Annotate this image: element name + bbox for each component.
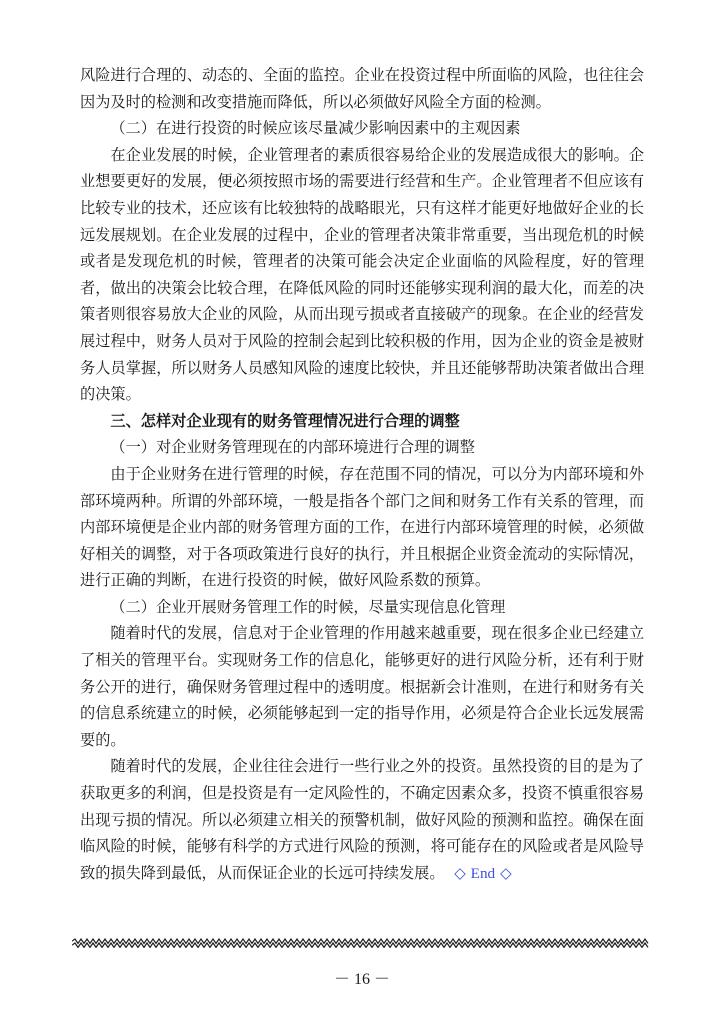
subsection-heading: （二）在进行投资的时候应该尽量减少影响因素中的主观因素 bbox=[110, 119, 521, 138]
wavy-divider bbox=[72, 938, 650, 948]
paragraph: 风险进行合理的、动态的、全面的监控。企业在投资过程中所面临的风险，也往往会因为及时的检测和改变措施而降低，所以必须做好风险全方面的检测。 bbox=[80, 66, 644, 111]
paragraph-final-text: 随着时代的发展，企业往往会进行一些行业之外的投资。虽然投资的目的是为了获取更多的利润，但是投资是有一定风险性的，不确定因素众多，投资不慎重很容易出现亏损的情况。所以必须建立相关的预警机制，做好风险的预测和监控。确保在面临风险的时候，能够有科学的方式进行风险的预测，将可能存在的风险或者是风险导致的损失降到最低，从而保证企业的长远可持续发展。 bbox=[80, 757, 644, 882]
page-number: － 16 － bbox=[333, 971, 390, 988]
diamond-left-icon: ◇ bbox=[454, 863, 466, 882]
article-body bbox=[80, 62, 644, 887]
subsection-heading: （二）企业开展财务管理工作的时候，尽量实现信息化管理 bbox=[110, 597, 506, 616]
paragraph: 在企业发展的时候，企业管理者的素质很容易给企业的发展造成很大的影响。企业想要更好的发展，便必须按照市场的需要进行经营和生产。企业管理者不但应该有比较专业的技术，还应该有比较独特的战略眼光，只有这样才能更好地做好企业的长远发展规划。在企业发展的过程中，企业的管理者决策非常重要，当出现危机的时候或者是发现危机的时候，管理者的决策可能会决定企业面临的风险程度，好的管理者，做出的决策会比较合理，在降低风险的同时还能够实现利润的最大化，而差的决策者则很容易放大企业的风险，从而出现亏损或者直接破产的现象。在企业的经营发展过程中，财务人员对于风险的控制会起到比较积极的作用，因为企业的资金是被财务人员掌握，所以财务人员感知风险的速度比较快，并且还能够帮助决策者做出合理的决策。 bbox=[80, 145, 644, 404]
paragraph: 由于企业财务在进行管理的时候，存在范围不同的情况，可以分为内部环境和外部环境两种。所谓的外部环境，一般是指各个部门之间和财务工作有关系的管理，而内部环境便是企业内部的财务管理方面的工作，在进行内部环境管理的时候，必须做好相关的调整，对于各项政策进行良好的执行，并且根据企业资金流动的实际情况，进行正确的判断，在进行投资的时候，做好风险系数的预算。 bbox=[80, 464, 644, 590]
subsection-heading: （一）对企业财务管理现在的内部环境进行合理的调整 bbox=[110, 438, 475, 457]
paragraph: 随着时代的发展，信息对于企业管理的作用越来越重要，现在很多企业已经建立了相关的管理平台。实现财务工作的信息化，能够更好的进行风险分析，还有利于财务公开的进行，确保财务管理过程中的透明度。根据新会计准则，在进行和财务有关的信息系统建立的时候，必须能够起到一定的指导作用，必须是符合企业长远发展需要的。 bbox=[80, 624, 644, 749]
diamond-right-icon: ◇ bbox=[499, 863, 512, 882]
end-label: End bbox=[470, 864, 496, 882]
paragraph-final bbox=[80, 753, 644, 887]
section-heading: 三、怎样对企业现有的财务管理情况进行合理的调整 bbox=[110, 411, 460, 430]
end-marker bbox=[445, 864, 512, 882]
